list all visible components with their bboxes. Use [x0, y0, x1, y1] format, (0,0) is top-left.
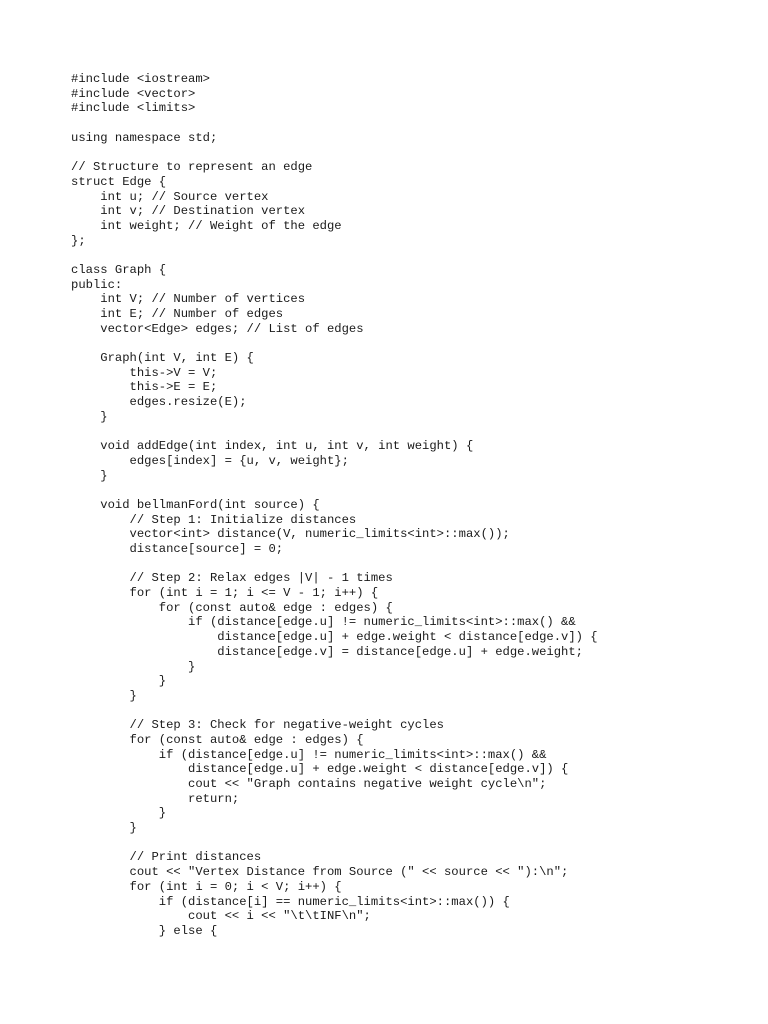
code-line: vector<Edge> edges; // List of edges	[71, 321, 364, 336]
code-line: edges[index] = {u, v, weight};	[71, 453, 349, 468]
code-line: int V; // Number of vertices	[71, 292, 306, 307]
code-line: } else {	[71, 923, 218, 938]
code-line: if (distance[edge.u] != numeric_limits<int>::max() &&	[71, 615, 576, 630]
code-line: // Structure to represent an edge	[71, 160, 313, 175]
code-line: cout << "Vertex Distance from Source (" << source << "):\n";	[71, 865, 569, 880]
code-line: int E; // Number of edges	[71, 307, 284, 321]
code-line: int v; // Destination vertex	[71, 204, 306, 219]
code-line: #include <iostream>	[71, 72, 210, 86]
code-line: }	[71, 468, 108, 483]
code-line: // Step 3: Check for negative-weight cycles	[71, 718, 444, 733]
code-line: #include <limits>	[71, 101, 196, 116]
code-line	[71, 116, 598, 131]
code-line	[71, 704, 598, 719]
code-line: if (distance[edge.u] != numeric_limits<int>::max() &&	[71, 747, 547, 762]
code-line: distance[edge.u] + edge.weight < distance[edge.v]) {	[71, 630, 598, 645]
code-line: }	[71, 688, 137, 703]
code-line: }	[71, 659, 196, 674]
code-line: return;	[71, 791, 240, 806]
code-listing	[71, 72, 598, 939]
code-line: class Graph {	[71, 262, 167, 277]
code-line	[71, 483, 598, 498]
code-line: vector<int> distance(V, numeric_limits<int>::max());	[71, 527, 510, 542]
code-line: // Print distances	[71, 850, 262, 865]
code-line: this->E = E;	[71, 380, 218, 395]
code-line: distance[edge.u] + edge.weight < distance[edge.v]) {	[71, 762, 569, 777]
code-line: }	[71, 806, 167, 821]
code-line: cout << i << "\t\tINF\n";	[71, 909, 371, 924]
code-line: for (const auto& edge : edges) {	[71, 600, 393, 615]
code-line: void addEdge(int index, int u, int v, int weight) {	[71, 439, 474, 454]
code-line: }	[71, 674, 167, 689]
code-line: };	[71, 233, 86, 248]
code-line	[71, 836, 598, 851]
code-line	[71, 248, 598, 263]
code-line: public:	[71, 277, 123, 292]
code-line: distance[edge.v] = distance[edge.u] + edge.weight;	[71, 644, 583, 659]
code-line: this->V = V;	[71, 365, 218, 380]
code-line	[71, 557, 598, 572]
code-line	[71, 145, 598, 160]
code-line: for (int i = 0; i < V; i++) {	[71, 879, 342, 894]
code-line: if (distance[i] == numeric_limits<int>::max()) {	[71, 894, 510, 909]
code-line: int u; // Source vertex	[71, 189, 269, 204]
code-line: struct Edge {	[71, 174, 167, 189]
code-line: edges.resize(E);	[71, 395, 247, 410]
code-line: }	[71, 409, 108, 424]
code-line: void bellmanFord(int source) {	[71, 497, 320, 512]
code-line: cout << "Graph contains negative weight cycle\n";	[71, 777, 547, 791]
code-line: for (const auto& edge : edges) {	[71, 732, 364, 747]
code-line: #include <vector>	[71, 86, 196, 101]
code-line: int weight; // Weight of the edge	[71, 218, 342, 233]
code-line: using namespace std;	[71, 130, 218, 145]
code-line: // Step 2: Relax edges |V| - 1 times	[71, 571, 393, 586]
code-line	[71, 336, 598, 351]
code-line: distance[source] = 0;	[71, 542, 284, 556]
code-line	[71, 425, 598, 440]
code-line: for (int i = 1; i <= V - 1; i++) {	[71, 586, 379, 601]
code-line: Graph(int V, int E) {	[71, 351, 254, 366]
code-line: }	[71, 821, 137, 836]
code-line: // Step 1: Initialize distances	[71, 512, 357, 527]
